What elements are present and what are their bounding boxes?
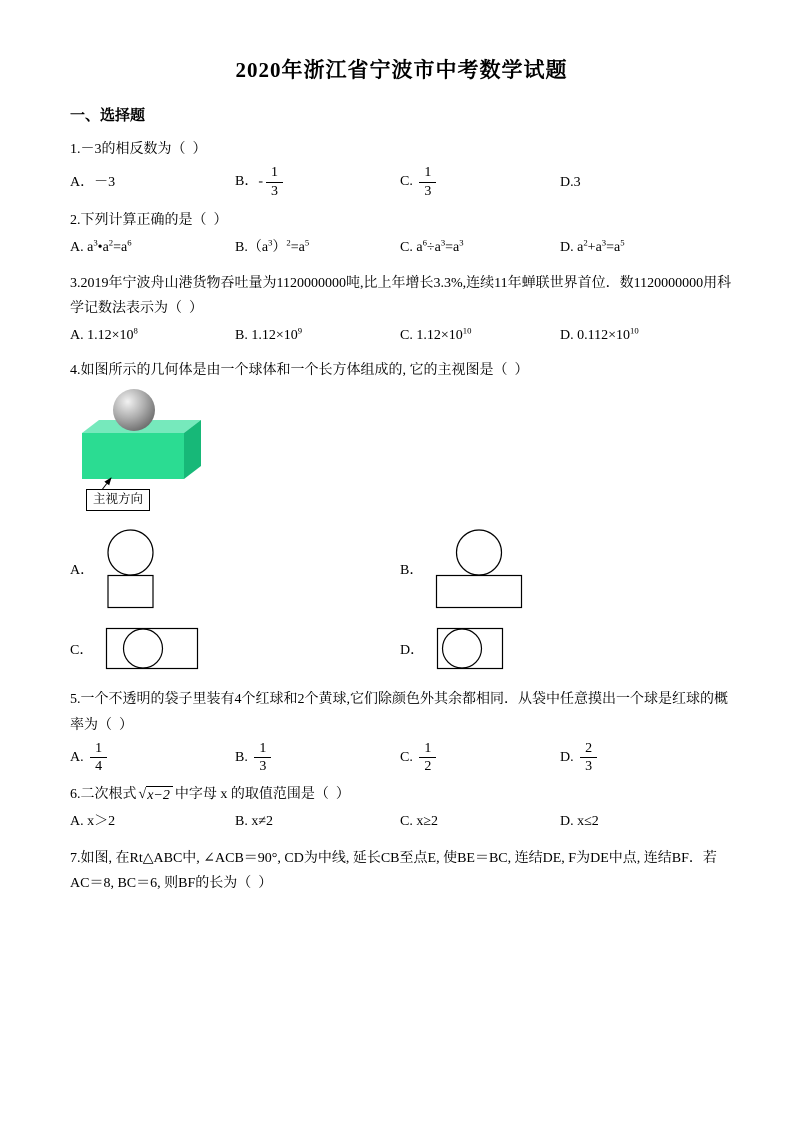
question-1-option-a: A．－3 <box>70 174 116 190</box>
question-6-option-c: C. x≥2 <box>400 813 439 829</box>
question-3-options <box>70 323 733 348</box>
question-5-option-b: B. $\frac{1}{3}$ <box>235 740 400 776</box>
question-4-option-c <box>70 627 400 671</box>
question-4-option-d <box>400 627 733 671</box>
question-1 <box>70 137 733 200</box>
question-1-option-d: D.3 <box>560 174 581 190</box>
question-4-option-b <box>400 529 733 609</box>
question-4-option-d-label: D． <box>400 643 425 659</box>
view-direction-label: 主视方向 <box>86 489 150 511</box>
question-7-stem: 7.如图, 在Rt△ABC中, ∠ACB＝90°, CD为中线, 延长CB至点E, 使BE＝BC, 连结DE, F为DE中点, 连结BF．若AC＝8, BC＝6, 则BF的长为（ ） <box>70 851 717 892</box>
question-2-option-c: C. $a^6\div a^3=a^3$ <box>400 237 464 256</box>
question-6-option-a: A. x＞2 <box>70 813 116 829</box>
question-4-option-c-label: C． <box>70 643 94 659</box>
question-4-option-b-label: B． <box>400 563 424 579</box>
question-3 <box>70 271 733 349</box>
question-2-options <box>70 235 733 260</box>
question-2-option-a: A. $a^3•a^2=a^6$ <box>70 237 132 256</box>
question-5-options <box>70 740 733 776</box>
question-4 <box>70 358 733 671</box>
question-4-option-a-label: A． <box>70 563 95 579</box>
question-1-option-c: C. $\frac{1}{3}$ <box>400 164 560 200</box>
question-1-options <box>70 164 733 200</box>
sphere <box>113 389 155 431</box>
question-4-options-ab <box>70 529 733 609</box>
question-6 <box>70 782 733 834</box>
question-3-option-b: B. $1.12\times 10^9$ <box>235 325 303 343</box>
question-2-option-d: D. $a^2+a^3=a^5$ <box>560 237 625 256</box>
question-5 <box>70 687 733 775</box>
question-2 <box>70 208 733 260</box>
question-3-option-c: C. $1.12\times 10^{10}$ <box>400 325 472 343</box>
box-front-face <box>82 433 184 479</box>
question-6-stem: 6.二次根式 √ x−2 中字母 x 的取值范围是（ ） <box>70 782 733 807</box>
question-1-option-b: B．- $\frac{1}{3}$ <box>235 164 400 200</box>
option-a-shape-circle-over-narrow-rect <box>106 529 156 609</box>
question-3-stem: 3.2019年宁波舟山港货物吞吐量为1120000000吨,比上年增长3.3%,连续11年蝉联世界首位．数1120000000用科学记数法表示为（ ） <box>70 275 732 316</box>
question-4-options-cd <box>70 627 733 671</box>
question-4-figure <box>74 387 304 517</box>
question-5-stem: 5.一个不透明的袋子里装有4个红球和2个黄球,它们除颜色外其余都相同．从袋中任意摸出一个球是红球的概率为（ ） <box>70 692 728 733</box>
option-c-shape-circle-inside-wide-rect <box>105 627 199 671</box>
question-2-option-b: $B.(a^3)^2=a^5$ <box>235 237 310 256</box>
question-5-option-a: A. $\frac{1}{4}$ <box>70 740 235 776</box>
question-7 <box>70 846 733 896</box>
question-2-stem: 2.下列计算正确的是（ ） <box>70 213 228 229</box>
question-4-option-a <box>70 529 400 609</box>
question-6-option-d: D. x≤2 <box>560 813 599 829</box>
question-3-option-d: D. $0.112\times 10^{10}$ <box>560 325 639 343</box>
section-heading: 一、选择题 <box>70 108 146 124</box>
question-5-option-d: D. $\frac{2}{3}$ <box>560 740 733 776</box>
option-d-shape-circle-inside-rect <box>436 627 504 671</box>
question-6-option-b: B. x≠2 <box>235 813 274 829</box>
option-b-shape-circle-over-wide-rect <box>435 529 523 609</box>
question-3-option-a: A. $1.12\times 10^8$ <box>70 325 138 343</box>
question-6-options <box>70 809 733 834</box>
question-5-option-c: C. $\frac{1}{2}$ <box>400 740 560 776</box>
page-title: 2020年浙江省宁波市中考数学试题 <box>235 58 568 82</box>
question-4-stem: 4.如图所示的几何体是由一个球体和一个长方体组成的, 它的主视图是（ ） <box>70 363 529 379</box>
question-1-stem: 1.－3的相反数为（ ） <box>70 142 207 157</box>
